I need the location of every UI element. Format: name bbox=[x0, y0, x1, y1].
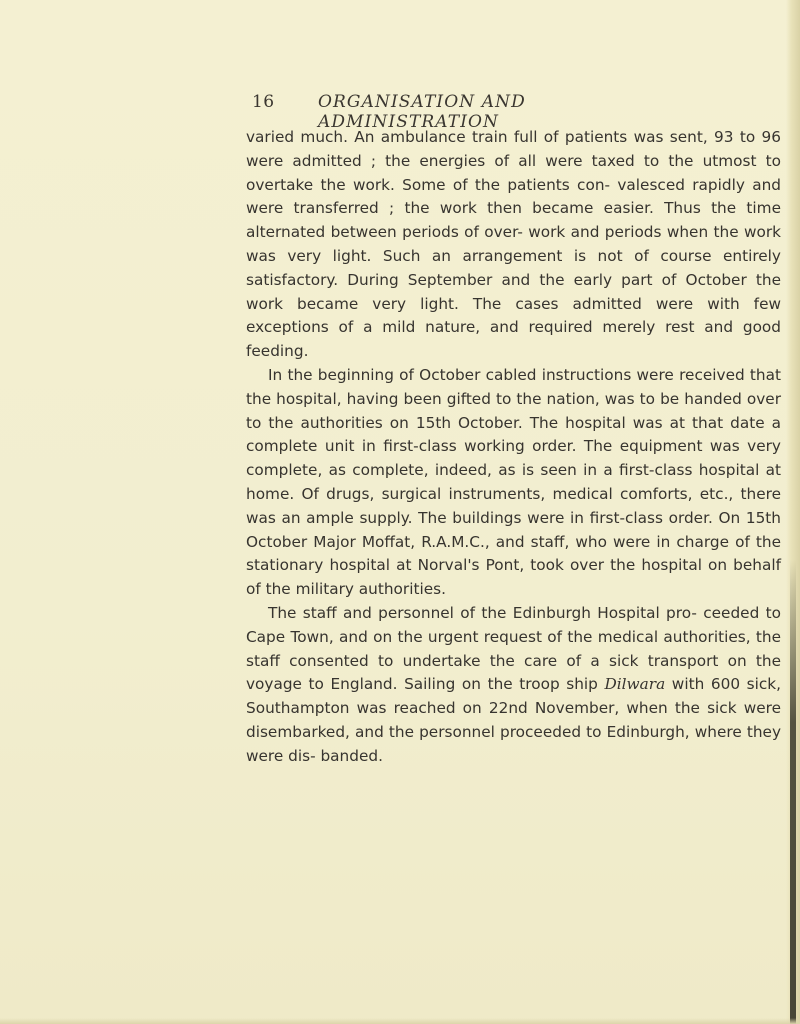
ship-name: Dilwara bbox=[604, 675, 666, 694]
page-edge-shadow bbox=[790, 560, 796, 1024]
paragraph-1: varied much. An ambulance train full of patients was sent, 93 to 96 were admitted ; the energies of all were taxed to the utmost to overtake the work. Some of the patients con- valesced rapidly and were transferred ; the work then became easier. Thus the time alternated between periods of over- work and periods when the work was very light. Such an arrangement is not of course entirely satisfactory. During September and the early part of October the work became very light. The cases admitted were with few exceptions of a mild nature, and required merely rest and good feeding. bbox=[246, 128, 781, 361]
running-title: ORGANISATION AND ADMINISTRATION bbox=[318, 92, 526, 132]
paragraph-3-text-before: The staff and personnel of the Edinburgh Hospital pro- ceeded to Cape Town, and on the urgent request of the medical authorities, the staff consented to undertake the care of a sick transport on the voyage to England. Sailing on the troop ship bbox=[246, 603, 781, 694]
paragraph-3 bbox=[246, 602, 781, 769]
page-bottom-edge bbox=[0, 1018, 800, 1024]
page-number: 16 bbox=[252, 92, 275, 112]
paragraph-3-text-after: with 600 sick, Southampton was reached on 22nd November, when the sick were disembarked, and the personnel proceeded to Edinburgh, where they were dis- banded. bbox=[246, 675, 782, 765]
body-text bbox=[246, 126, 781, 769]
page-header bbox=[252, 92, 672, 132]
paragraph-2: In the beginning of October cabled instructions were received that the hospital, having been gifted to the nation, was to be handed over to the authorities on 15th October. The hospital was at that date a complete unit in first-class working order. The equipment was very complete, as complete, indeed, as is seen in a first-class hospital at home. Of drugs, surgical instruments, medical comforts, etc., there was an ample supply. The buildings were in first-class order. On 15th October Major Moffat, R.A.M.C., and staff, who were in charge of the stationary hospital at Norval's Pont, took over the hospital on behalf of the military authorities. bbox=[246, 365, 781, 599]
